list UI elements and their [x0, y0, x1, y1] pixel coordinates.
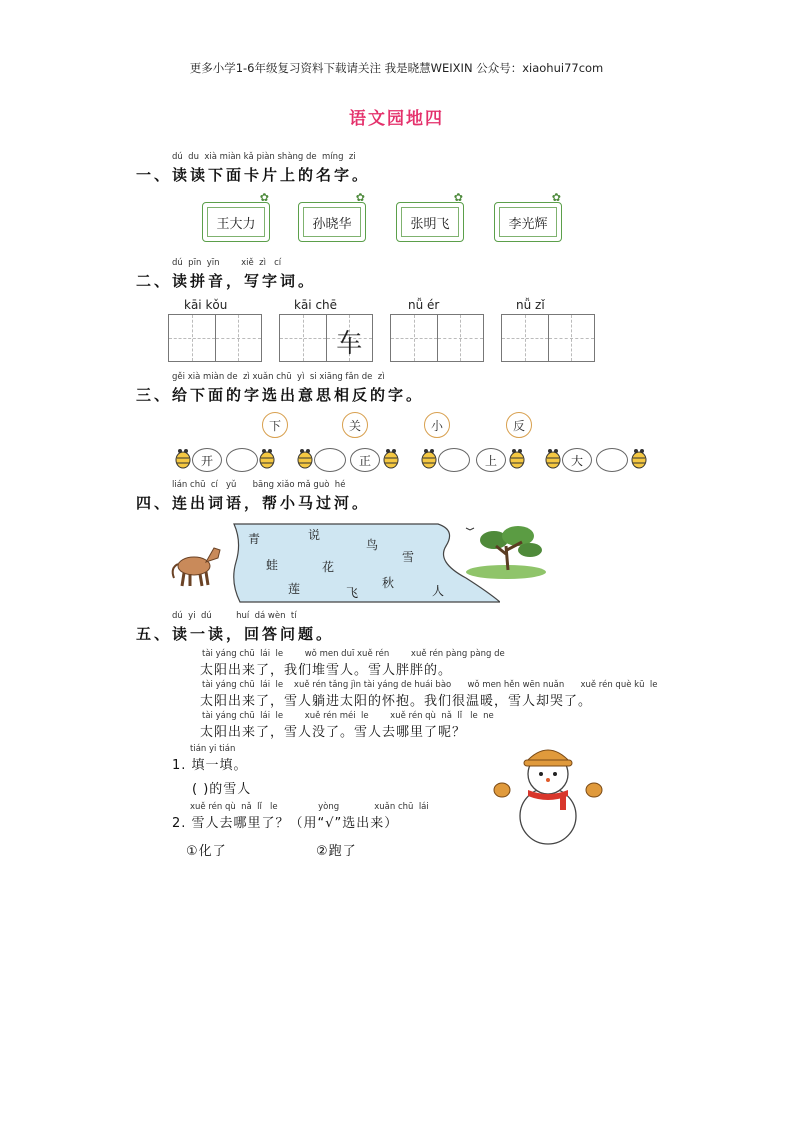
group-pinyin: kāi kǒu: [184, 298, 228, 312]
grid-char: 车: [336, 329, 363, 359]
leaf-icon: ✿: [259, 191, 269, 204]
card-text: 王大力: [207, 207, 265, 237]
card-text: 李光辉: [499, 207, 557, 237]
option-ran[interactable]: ②跑了: [316, 844, 357, 859]
river-word[interactable]: 人: [432, 584, 445, 598]
name-card: [494, 191, 562, 242]
group-pinyin: nǚ ér: [408, 298, 440, 312]
card-text: 孙晓华: [303, 207, 361, 237]
name-card: [202, 191, 270, 242]
choice-char[interactable]: 下: [262, 412, 288, 438]
sec2-pinyin: dú pīn yīn xiě zì cí: [172, 258, 282, 268]
river-word[interactable]: 雪: [402, 550, 415, 564]
writing-grid[interactable]: [168, 314, 262, 362]
q1-pinyin: tián yi tián: [190, 744, 236, 754]
q1-label: 1. 填一填。: [172, 758, 248, 773]
answer-oval[interactable]: [596, 448, 628, 472]
bee-icon: [256, 446, 278, 470]
bee-icon: [542, 446, 564, 470]
sec3-pinyin: gěi xià miàn de zì xuǎn chū yì si xiāng fǎn de zì: [172, 372, 385, 382]
line-pinyin: tài yáng chū lái le xuě rén tǎng jìn tài yáng de huái bào wǒ men hěn wēn nuǎn xuě rén què kū le: [202, 680, 658, 690]
river-word[interactable]: 秋: [382, 576, 395, 590]
sec3-title: 三、给下面的字选出意思相反的字。: [136, 386, 425, 404]
line-pinyin: tài yáng chū lái le wǒ men duī xuě rén xuě rén pàng pàng de: [202, 649, 505, 659]
sec2-title: 二、读拼音，写字词。: [136, 272, 317, 290]
pair-char: 大: [562, 448, 592, 472]
leaf-icon: ✿: [453, 191, 463, 204]
bee-icon: [172, 446, 194, 470]
passage-line: 太阳出来了，雪人没了。雪人去哪里了呢？: [200, 725, 467, 740]
answer-oval[interactable]: [314, 448, 346, 472]
line-pinyin: tài yáng chū lái le xuě rén méi le xuě rén qù nǎ lǐ le ne: [202, 711, 494, 721]
pair-char: 正: [350, 448, 380, 472]
river-word[interactable]: 说: [308, 528, 321, 542]
passage-line: 太阳出来了，雪人躺进太阳的怀抱。我们很温暖，雪人却哭了。: [200, 694, 593, 709]
writing-grid[interactable]: [279, 314, 373, 362]
q1-blank[interactable]: ( )的雪人: [192, 782, 252, 797]
group-pinyin: nǚ zǐ: [516, 298, 545, 312]
page-title: 语文园地四: [349, 109, 444, 129]
pair-char: 开: [192, 448, 222, 472]
sec1-title: 一、读读下面卡片上的名字。: [136, 166, 371, 184]
bee-icon: [380, 446, 402, 470]
option-melted[interactable]: ①化了: [186, 844, 227, 859]
group-pinyin: kāi chē: [294, 298, 338, 312]
river-word[interactable]: 青: [248, 532, 261, 546]
card-text: 张明飞: [401, 207, 459, 237]
answer-oval[interactable]: [226, 448, 258, 472]
leaf-icon: ✿: [551, 191, 561, 204]
river-word[interactable]: 莲: [288, 582, 301, 596]
sec1-pinyin: dú du xià miàn kǎ piàn shàng de míng zi: [172, 152, 356, 162]
writing-grid[interactable]: [501, 314, 595, 362]
pair-char: 上: [476, 448, 506, 472]
choice-char[interactable]: 反: [506, 412, 532, 438]
horse-icon: [168, 540, 226, 590]
river-word[interactable]: 飞: [346, 586, 359, 600]
choice-char[interactable]: 小: [424, 412, 450, 438]
sec4-pinyin: lián chū cí yǔ bāng xiǎo mǎ guò hé: [172, 480, 346, 490]
leaf-icon: ✿: [355, 191, 365, 204]
bee-icon: [628, 446, 650, 470]
answer-oval[interactable]: [438, 448, 470, 472]
river-word[interactable]: 鸟: [366, 538, 379, 552]
snowman-icon: [488, 740, 608, 846]
sec5-pinyin: dú yi dú huí dá wèn tí: [172, 611, 297, 621]
river-word[interactable]: 蛙: [266, 558, 279, 572]
q2-pinyin: xuě rén qù nǎ lǐ le yòng xuǎn chū lái: [190, 802, 429, 812]
bee-icon: [418, 446, 440, 470]
bee-icon: [294, 446, 316, 470]
page-header: 更多小学1-6年级复习资料下载请关注 我是晓慧WEIXIN 公众号：xiaohui77com: [189, 61, 604, 75]
writing-grid[interactable]: [390, 314, 484, 362]
sec5-title: 五、读一读，回答问题。: [136, 625, 335, 643]
sec4-title: 四、连出词语，帮小马过河。: [136, 494, 371, 512]
tree-icon: [460, 520, 550, 580]
passage-line: 太阳出来了，我们堆雪人。雪人胖胖的。: [200, 663, 453, 678]
name-card: [396, 191, 464, 242]
bee-icon: [506, 446, 528, 470]
name-card: [298, 191, 366, 242]
choice-char[interactable]: 关: [342, 412, 368, 438]
river-word[interactable]: 花: [322, 560, 335, 574]
q2-label: 2. 雪人去哪里了？（用“√”选出来）: [172, 816, 399, 831]
